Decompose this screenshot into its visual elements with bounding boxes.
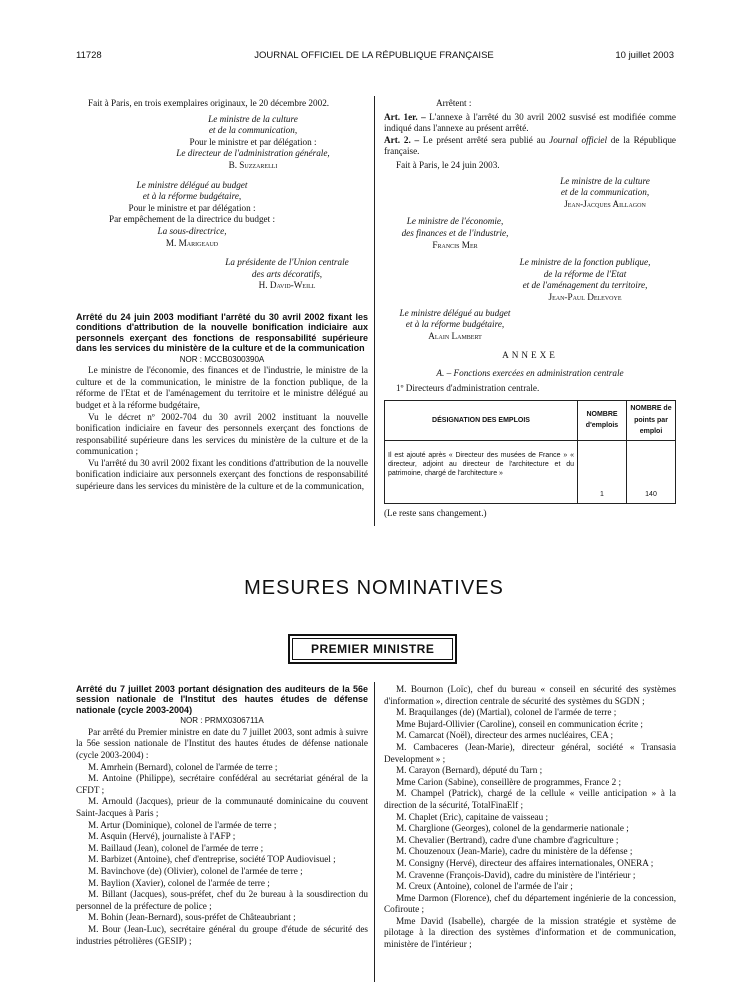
table-header-row xyxy=(385,401,676,441)
table-cell: 1 xyxy=(578,440,627,503)
signatory-title: Le directeur de l'administration générale, xyxy=(176,148,330,159)
list-item: M. Bavinchove (de) (Olivier), colonel de l'armée de terre ; xyxy=(88,865,303,876)
list-item: M. Braquilanges (de) (Martial), colonel de l'armée de terre ; xyxy=(396,707,617,718)
right-column-top xyxy=(384,98,676,519)
signatory-title: Le ministre délégué au budget xyxy=(136,179,248,190)
fait-line-1: Fait à Paris, en trois exemplaires originaux, le 20 décembre 2002. xyxy=(88,98,330,108)
list-item: M. Champel (Patrick), chargé de la cellule « veille anticipation » à la direction de la sécurité, TotalFinaElf ; xyxy=(384,788,676,810)
list-item: Mme David (Isabelle), chargée de la mission stratégie et système de pilotage à la direction des systèmes d'information et de communication, ministère de l'intérieur ; xyxy=(384,915,676,950)
list-item: M. Creux (Antoine), colonel de l'armée de l'air ; xyxy=(396,881,573,892)
article-text: Le présent arrêté sera publié au xyxy=(422,134,546,145)
list-item: M. Asquin (Hervé), journaliste à l'AFP ; xyxy=(88,831,236,842)
signatory-title: de la réforme de l'Etat xyxy=(543,268,627,279)
left-column-top xyxy=(76,98,368,493)
table-cell: 140 xyxy=(627,440,676,503)
list-item: M. Chouzenoux (Jean-Marie), cadre du ministère de la défense ; xyxy=(396,846,633,857)
article-text: L'annexe à l'arrêté du 30 avril 2002 susvisé est modifiée comme indiqué dans l'annexe au présent arrêté. xyxy=(384,111,676,134)
nor-reference: NOR : PRMX0306711A xyxy=(180,716,264,726)
column-divider-bottom xyxy=(374,682,375,982)
article-label: Art. 2. – xyxy=(384,134,420,145)
annexe-heading: ANNEXE xyxy=(502,350,558,361)
body-paragraph: Vu le décret nº 2002-704 du 30 avril 2002 instituant la nouvelle bonification indiciaire en faveur des personnels exerçant des fonctions de responsabilité supérieure dans les services du ministère de la culture et de la communication ; xyxy=(76,411,368,457)
table-header: NOMBRE d'emplois xyxy=(578,401,627,441)
article-text-italic: Journal officiel xyxy=(549,134,607,145)
list-item: M. Billant (Jacques), sous-préfet, chef du 2e bureau à la sousdirection du personnel de la préfecture de police ; xyxy=(76,889,368,911)
signatory-name: B. Suzzarelli xyxy=(228,159,278,170)
list-item: M. Arnould (Jacques), prieur de la communauté dominicaine du couvent Saint-Jacques à Paris ; xyxy=(76,796,368,818)
delegation-line: Par empêchement de la directrice du budget : xyxy=(108,214,276,225)
left-column-bottom xyxy=(76,684,368,947)
signatory-title: Le ministre de la fonction publique, xyxy=(519,257,651,268)
table-cell: Il est ajouté après « Directeur des musées de France » « directeur, adjoint au directeur de l'architecture et du patrimoine, chargé de l'architecture » xyxy=(385,440,578,503)
arrete-title: Arrêté du 7 juillet 2003 portant désignation des auditeurs de la 56e session nationale de l'Institut des hautes études de défense nationale (cycle 2003-2004) xyxy=(76,684,368,715)
premier-ministre-box xyxy=(288,634,457,664)
list-item: M. Cravenne (François-David), cadre du ministère de l'intérieur ; xyxy=(396,869,636,880)
list-item: M. Cambaceres (Jean-Marie), directeur général, société « Transasia Development » ; xyxy=(384,741,676,764)
column-divider-top xyxy=(374,96,375,526)
body-paragraph: Le ministre de l'économie, des finances et de l'industrie, le ministre de la culture et de la communication, le ministre de la fonction publique, de la réforme de l'Etat et de l'aménagement du territoire et le ministre délégué au budget et à la réforme budgétaire, xyxy=(76,365,368,410)
article-1 xyxy=(384,112,676,135)
box-label: PREMIER MINISTRE xyxy=(292,638,453,660)
table-row xyxy=(385,440,676,503)
signatory-name: M. Marigeaud xyxy=(165,237,219,248)
arrete-title: Arrêté du 24 juin 2003 modifiant l'arrêté du 30 avril 2002 fixant les conditions d'attribution de la nouvelle bonification indiciaire aux personnels exerçant des fonctions de responsabilité supérieure dans les services du ministère de la culture et de la communication xyxy=(76,311,368,354)
signatory-title: Le ministre de la culture xyxy=(208,113,298,124)
signatory-title: Le ministre de la culture xyxy=(560,175,650,186)
signatory-title: et de la communication, xyxy=(208,125,298,136)
table-header: NOMBRE de points par emploi xyxy=(627,401,676,441)
list-item: M. Amrhein (Bernard), colonel de l'armée de terre ; xyxy=(88,761,278,772)
right-column-bottom xyxy=(384,684,676,951)
page-number: 11728 xyxy=(76,50,102,61)
emplois-table xyxy=(384,400,676,504)
signatory-title: des arts décoratifs, xyxy=(251,268,323,279)
list-item: M. Chevalier (Bertrand), cadre d'une chambre d'agriculture ; xyxy=(396,834,619,845)
list-item: M. Artur (Dominique), colonel de l'armée de terre ; xyxy=(88,819,277,830)
signatory-name: H. David-Weill xyxy=(258,280,316,291)
reste-line: (Le reste sans changement.) xyxy=(384,507,487,518)
list-item: Mme Bujard-Ollivier (Caroline), conseil en communication écrite ; xyxy=(396,718,643,729)
article-2 xyxy=(384,135,676,158)
list-item: M. Camarcat (Noël), directeur des armes nucléaires, CEA ; xyxy=(396,730,614,741)
signatory-title: Le ministre délégué au budget xyxy=(399,307,511,318)
list-item: M. Baylion (Xavier), colonel de l'armée de terre ; xyxy=(88,877,270,888)
signatory-title: La présidente de l'Union centrale xyxy=(225,257,349,268)
journal-title: JOURNAL OFFICIEL DE LA RÉPUBLIQUE FRANÇAISE xyxy=(254,50,494,61)
signatory-name: Jean-Paul Delevoye xyxy=(548,291,622,302)
subsection-heading: 1º Directeurs d'administration centrale. xyxy=(396,383,540,394)
delegation-line: Pour le ministre et par délégation : xyxy=(128,202,256,213)
signatory-title: La sous-directrice, xyxy=(157,225,227,236)
section-heading: A. – Fonctions exercées en administration centrale xyxy=(436,367,624,378)
header-date: 10 juillet 2003 xyxy=(615,50,674,61)
auditeurs-list-left xyxy=(76,762,368,948)
fait-line-2: Fait à Paris, le 24 juin 2003. xyxy=(396,159,500,170)
list-item: M. Barbizet (Antoine), chef d'entreprise, société TOP Audiovisuel ; xyxy=(88,854,336,865)
list-item: M. Carayon (Bernard), député du Tarn ; xyxy=(396,765,543,776)
table-header: DÉSIGNATION DES EMPLOIS xyxy=(385,401,578,441)
list-item: M. Charglione (Georges), colonel de la gendarmerie nationale ; xyxy=(396,823,629,834)
signatory-title: des finances et de l'industrie, xyxy=(401,227,509,238)
list-item: M. Baillaud (Jean), colonel de l'armée de terre ; xyxy=(88,842,264,853)
article-label: Art. 1er. – xyxy=(384,111,426,122)
intro-paragraph: Par arrêté du Premier ministre en date du 7 juillet 2003, sont admis à suivre la 56e session nationale de l'Institut des hautes études de défense nationale (cycle 2003-2004) : xyxy=(76,726,368,760)
signatory-title: et à la réforme budgétaire, xyxy=(142,191,242,202)
list-item: M. Bohin (Jean-Bernard), sous-préfet de Châteaubriant ; xyxy=(88,912,296,923)
signatory-title: Le ministre de l'économie, xyxy=(406,216,504,227)
signatory-title: et de l'aménagement du territoire, xyxy=(522,280,648,291)
body-paragraph: Vu l'arrêté du 30 avril 2002 fixant les conditions d'attribution de la nouvelle bonification indiciaire aux personnels exerçant des fonctions de responsabilité supérieure dans les services du ministère de la culture et de la communication, xyxy=(76,457,368,492)
signatory-title: et de la communication, xyxy=(560,187,650,198)
delegation-line: Pour le ministre et par délégation : xyxy=(189,136,317,147)
signatory-title: et à la réforme budgétaire, xyxy=(405,319,505,330)
section-title: MESURES NOMINATIVES xyxy=(244,577,504,599)
signatory-name: Francis Mer xyxy=(432,239,478,250)
signatory-name: Alain Lambert xyxy=(428,330,482,341)
signatory-name: Jean-Jacques Aillagon xyxy=(564,198,646,209)
list-item: M. Antoine (Philippe), secrétaire confédéral au secrétariat général de la CFDT ; xyxy=(76,773,368,795)
nor-reference: NOR : MCCB0300390A xyxy=(179,354,265,364)
list-item: M. Consigny (Hervé), directeur des affaires internationales, ONERA ; xyxy=(396,857,654,868)
list-item: M. Bour (Jean-Luc), secrétaire général du groupe d'étude de sécurité des industries pétrolières (GESIP) ; xyxy=(76,923,368,946)
arretent-line: Arrêtent : xyxy=(436,98,472,108)
list-item: Mme Darmon (Florence), chef du département ingénierie de la concession, Cofiroute ; xyxy=(384,892,676,915)
list-item: M. Chaplet (Eric), capitaine de vaisseau ; xyxy=(396,811,549,822)
auditeurs-list-right xyxy=(384,684,676,951)
list-item: Mme Carion (Sabine), conseillère de programmes, France 2 ; xyxy=(396,776,622,787)
article-text: de la République française. xyxy=(384,134,676,157)
box-outer xyxy=(288,634,457,664)
list-item: M. Bournon (Loïc), chef du bureau « conseil en sécurité des systèmes d'information », direction centrale de sécurité des systèmes du SGDN ; xyxy=(384,684,676,706)
